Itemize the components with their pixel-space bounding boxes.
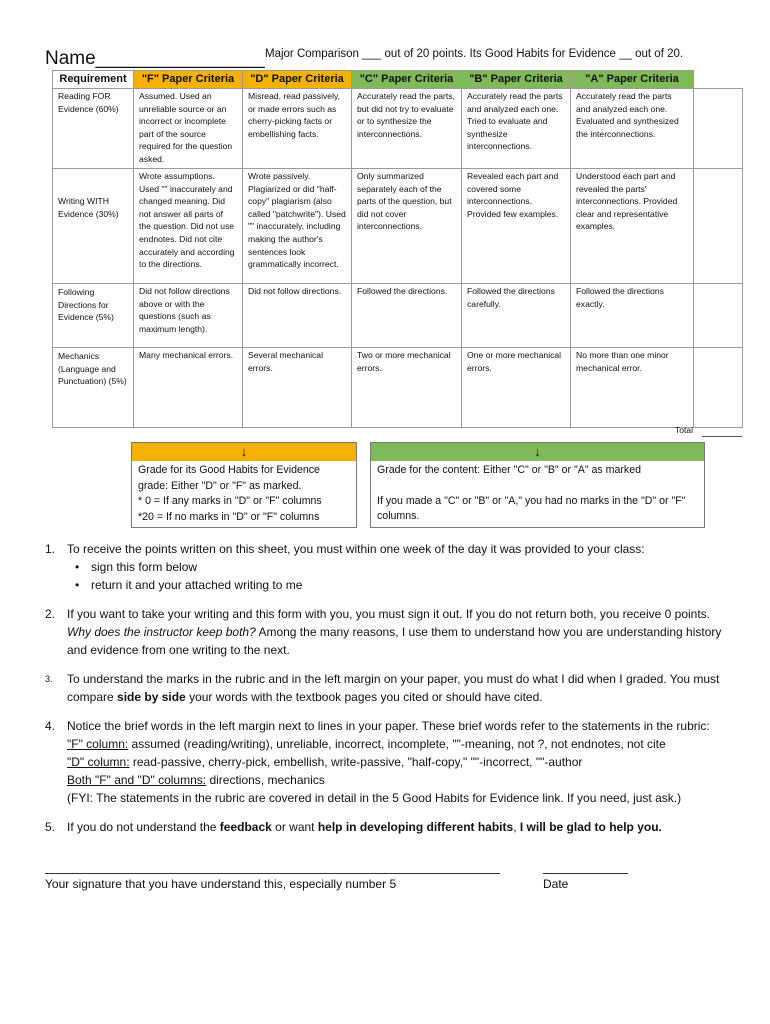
table-row [53,284,743,348]
criteria-cell[interactable]: One or more mechanical errors. [462,348,571,428]
criteria-cell[interactable]: Followed the directions carefully. [462,284,571,348]
instructions-list [45,540,735,847]
criteria-cell[interactable]: Did not follow directions above or with the questions (such as maximum length). [134,284,243,348]
criteria-cell[interactable]: Several mechanical errors. [243,348,352,428]
column-header-b: "B" Paper Criteria [462,71,571,89]
table-row [53,89,743,169]
column-header-a: "A" Paper Criteria [571,71,694,89]
criteria-cell[interactable]: Accurately read the parts and analyzed each one. Evaluated and synthesized the interconnections. [571,89,694,169]
good-habits-line: *20 = If no marks in "D" or "F" columns [138,510,320,523]
list-item: 4. Notice the brief words in the left margin next to lines in your paper. These brief words refer to the statements in the rubric: "F" column: assumed (reading/writing), unreliable, incorrect, incomplete, ""-meaning, not ?, not endnotes, not cite "D" column: read-passive, cherry-pick, embellish, write-passive, "half-copy," ""-incorrect, ""-author Both "F" and "D" columns: directions, mechanics (FYI: The statements in the rubric are covered in detail in the 5 Good Habits for Evidence link. If you need, just ask.) [45,719,710,805]
list-item: • sign this form below [67,558,735,576]
criteria-cell[interactable]: Followed the directions exactly. [571,284,694,348]
list-item: 5. If you do not understand the feedback or want help in developing different habits, I will be glad to help you. [45,820,662,834]
table-row [53,348,743,428]
requirement-directions: Following Directions for Evidence (5%) [53,284,134,348]
good-habits-line: grade: Either "D" or "F" as marked. [138,479,302,492]
criteria-cell[interactable]: Accurately read the parts and analyzed each one. Tried to evaluate and synthesize interconnections. [462,89,571,169]
criteria-cell[interactable]: Revealed each part and covered some interconnections. Provided few examples. [462,169,571,284]
signature-line[interactable] [45,873,500,874]
list-item: • return it and your attached writing to me [67,576,735,594]
name-field-label[interactable]: Name________________ [45,48,265,69]
criteria-cell[interactable]: Followed the directions. [352,284,462,348]
criteria-cell[interactable]: Understood each part and revealed the parts' interconnections. Provided clear and representative examples. [571,169,694,284]
list-item: 2. If you want to take your writing and this form with you, you must sign it out. If you do not return both, you receive 0 points. Why does the instructor keep both? Among the many reasons, I use them to understand how you are understanding history and evidence from one writing to the next. [45,607,722,657]
column-header-c: "C" Paper Criteria [352,71,462,89]
requirement-writing: Writing WITH Evidence (30%) [53,169,134,284]
date-field[interactable] [543,873,628,891]
criteria-cell[interactable]: Misread, read passively, or made errors such as cherry-picking facts or embellishing facts. [243,89,352,169]
requirement-reading: Reading FOR Evidence (60%) [53,89,134,169]
total-input-line[interactable] [702,436,742,437]
signature-label: Your signature that you have understand this, especially number 5 [45,877,397,891]
score-summary-line: Major Comparison ___ out of 20 points. Its Good Habits for Evidence __ out of 20. [265,48,684,60]
criteria-cell[interactable]: Wrote assumptions. Used "" inaccurately and changed meaning. Did not answer all parts of the question. Did not use endnotes. Did not cite accurately and according to the directions. [134,169,243,284]
list-item: 3. To understand the marks in the rubric and in the left margin on your paper, you must do what I did when I graded. You must compare side by side your words with the textbook pages you cited or should have cited. [45,672,720,704]
column-header-f: "F" Paper Criteria [134,71,243,89]
column-header-requirement: Requirement [53,71,134,89]
criteria-cell[interactable]: Many mechanical errors. [134,348,243,428]
criteria-cell[interactable]: Two or more mechanical errors. [352,348,462,428]
requirement-mechanics: Mechanics (Language and Punctuation) (5%) [53,348,134,428]
criteria-cell[interactable]: No more than one minor mechanical error. [571,348,694,428]
criteria-cell[interactable]: Only summarized separately each of the parts of the question, but did not cover interconnections. [352,169,462,284]
good-habits-grade-box [131,442,357,528]
good-habits-line: * 0 = If any marks in "D" or "F" columns [138,495,322,508]
list-item: 1. To receive the points written on this sheet, you must within one week of the day it was provided to your class: • sign this form below • return it and your attached writing to me [45,540,735,594]
down-arrow-icon: ↓ [371,443,704,461]
criteria-cell[interactable]: Wrote passively. Plagiarized or did "half-copy" plagiarism (also called "patchwrite"). Used "" inaccurately, including making the author's sentences look grammatically incorrect. [243,169,352,284]
signature-field[interactable] [45,873,505,891]
criteria-cell[interactable]: Did not follow directions. [243,284,352,348]
content-grade-line: If you made a "C" or "B" or "A," you had no marks in the "D" or "F" columns. [377,494,686,523]
criteria-cell[interactable]: Accurately read the parts, but did not try to evaluate or to synthesize the interconnections. [352,89,462,169]
date-label: Date [543,877,569,891]
content-grade-line: Grade for the content: Either "C" or "B" or "A" as marked [377,464,641,476]
date-line[interactable] [543,873,628,874]
rubric-table [52,70,743,428]
rubric-header-row [53,71,743,89]
total-label: Total [675,425,693,435]
table-row [53,169,743,284]
column-header-d: "D" Paper Criteria [243,71,352,89]
criteria-cell[interactable]: Assumed. Used an unreliable source or an incorrect or incomplete part of the source required for the question asked. [134,89,243,169]
header [45,46,725,72]
good-habits-line: Grade for its Good Habits for Evidence [138,464,320,476]
down-arrow-icon: ↓ [132,443,356,461]
content-grade-box [370,442,705,528]
